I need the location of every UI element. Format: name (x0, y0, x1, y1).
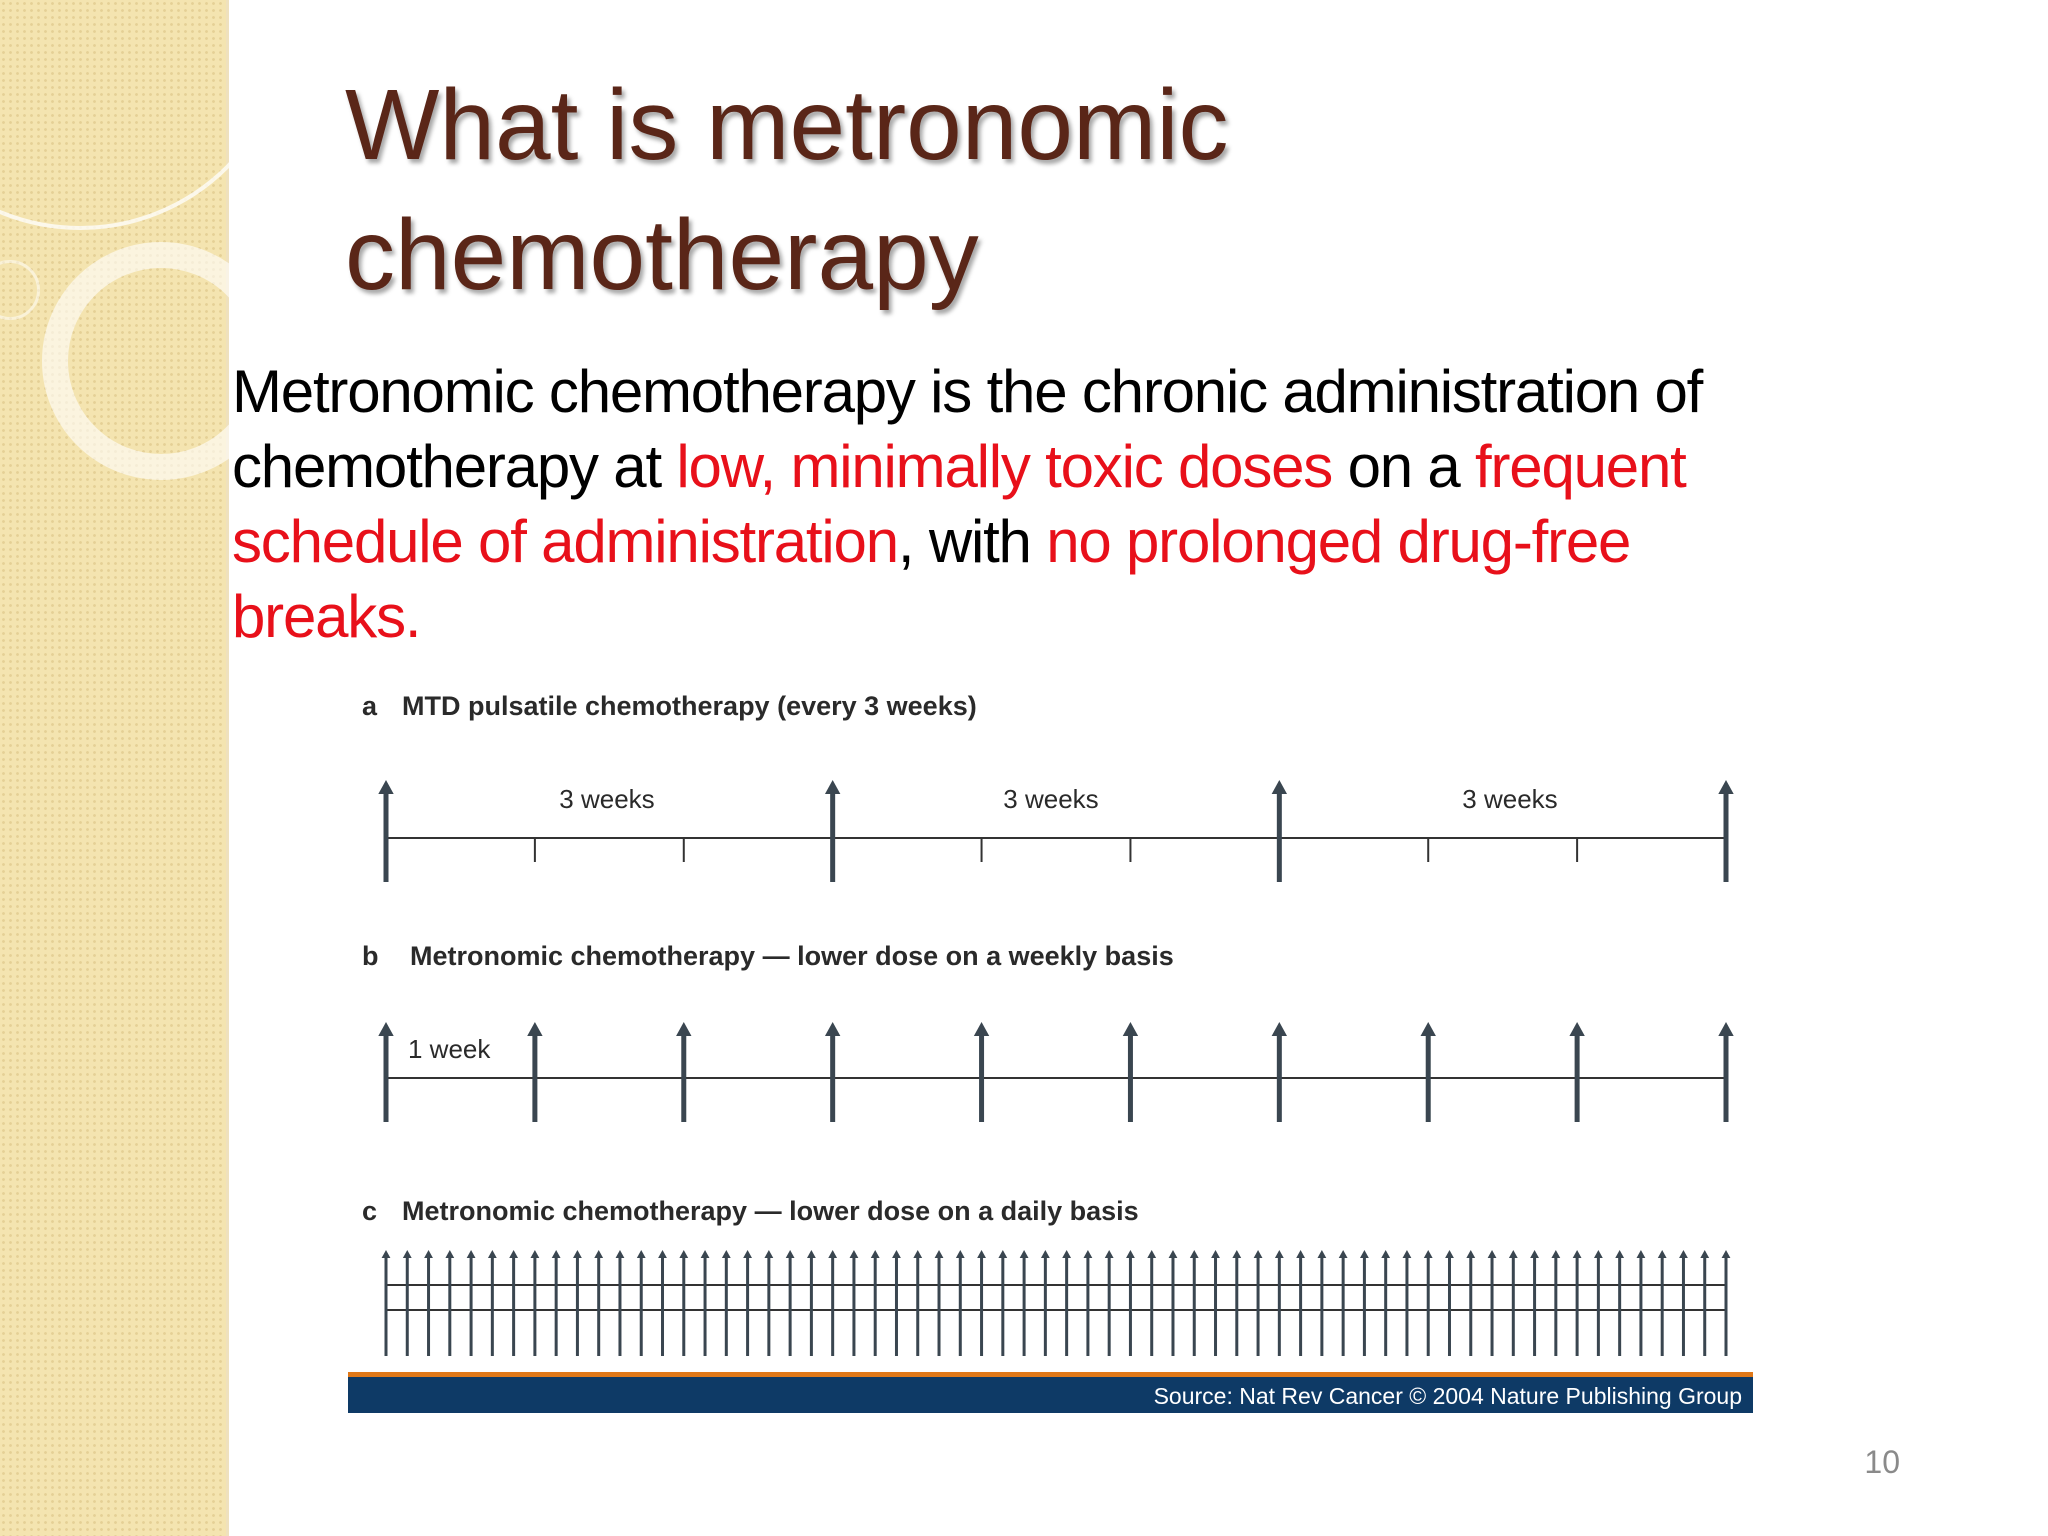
dose-arrow-head (467, 1250, 476, 1258)
dose-arrow-head (1445, 1250, 1454, 1258)
definition-segment: on a (1332, 433, 1476, 500)
dose-arrow-head (527, 1022, 542, 1036)
panel-a-letter: a (362, 691, 378, 721)
panel-c-title: Metronomic chemotherapy — lower dose on a daily basis (402, 1196, 1139, 1226)
dose-arrow-head (1509, 1250, 1518, 1258)
dose-arrow-head (1105, 1250, 1114, 1258)
dose-arrow-head (1232, 1250, 1241, 1258)
dose-arrow-head (637, 1250, 646, 1258)
dose-arrow-head (1718, 1022, 1733, 1036)
dose-arrow-head (616, 1250, 625, 1258)
definition-segment: , with (897, 508, 1047, 575)
dose-arrow-head (1360, 1250, 1369, 1258)
definition-text (232, 354, 1832, 654)
dose-arrow-head (424, 1250, 433, 1258)
dose-arrow-head (1272, 780, 1287, 794)
dose-arrow-head (676, 1022, 691, 1036)
sidebar-edge (226, 0, 229, 1536)
dose-arrow-head (378, 1022, 393, 1036)
dose-arrow-head (892, 1250, 901, 1258)
dose-arrow-head (998, 1250, 1007, 1258)
dose-arrow-head (1123, 1022, 1138, 1036)
dose-arrow-head (1020, 1250, 1029, 1258)
dose-arrow-head (1569, 1022, 1584, 1036)
dose-arrow-head (1317, 1250, 1326, 1258)
dose-arrow-head (807, 1250, 816, 1258)
panel-a-interval-label: 3 weeks (1003, 784, 1099, 814)
dose-arrow-head (658, 1250, 667, 1258)
dose-arrow-head (935, 1250, 944, 1258)
dose-arrow-head (1530, 1250, 1539, 1258)
dose-arrow-head (828, 1250, 837, 1258)
dose-arrow-head (1424, 1250, 1433, 1258)
dose-arrow-head (1637, 1250, 1646, 1258)
panel-b-timeline (378, 1022, 1733, 1122)
dose-arrow-head (701, 1250, 710, 1258)
dose-arrow-head (871, 1250, 880, 1258)
dose-arrow-head (594, 1250, 603, 1258)
dose-arrow-head (850, 1250, 859, 1258)
dose-arrow-head (1084, 1250, 1093, 1258)
dose-arrow-head (1658, 1250, 1667, 1258)
decorative-sidebar (0, 0, 229, 1536)
page-number: 10 (1864, 1444, 1900, 1480)
dose-arrow-head (1700, 1250, 1709, 1258)
decorative-ring-large (0, 0, 290, 230)
dose-arrow-head (1296, 1250, 1305, 1258)
dose-arrow-head (530, 1250, 539, 1258)
panel-b-interval-label: 1 week (408, 1034, 491, 1064)
dose-arrow-head (1722, 1250, 1731, 1258)
panel-a-interval-label: 3 weeks (559, 784, 655, 814)
panel-b-title: Metronomic chemotherapy — lower dose on a weekly basis (410, 941, 1174, 971)
panel-c (362, 1196, 1730, 1356)
dose-arrow-head (488, 1250, 497, 1258)
dose-arrow-head (825, 780, 840, 794)
dose-arrow-head (403, 1250, 412, 1258)
panel-a (362, 691, 1734, 882)
dose-arrow-head (1272, 1022, 1287, 1036)
dose-arrow-head (445, 1250, 454, 1258)
dose-arrow-head (382, 1250, 391, 1258)
dose-arrow-head (573, 1250, 582, 1258)
slide-title-line-2: chemotherapy (345, 199, 979, 311)
dose-arrow-head (1147, 1250, 1156, 1258)
dose-arrow-head (1488, 1250, 1497, 1258)
dose-arrow-head (1573, 1250, 1582, 1258)
slide-title-line-1: What is metronomic (345, 69, 1229, 181)
panel-b (362, 941, 1734, 1122)
dose-arrow-head (509, 1250, 518, 1258)
definition-highlight: no prolonged drug-free breaks. (232, 508, 1631, 650)
dose-arrow-head (1421, 1022, 1436, 1036)
dose-arrow-head (378, 780, 393, 794)
dose-arrow-head (977, 1250, 986, 1258)
dose-arrow-head (552, 1250, 561, 1258)
dose-arrow-head (679, 1250, 688, 1258)
dosing-schedule-figure (340, 670, 1742, 1409)
panel-a-interval-label: 3 weeks (1462, 784, 1558, 814)
dose-arrow-head (1466, 1250, 1475, 1258)
dose-arrow-head (1718, 780, 1733, 794)
dose-arrow-head (743, 1250, 752, 1258)
panel-b-letter: b (362, 941, 379, 971)
definition-highlight: low, minimally toxic doses (676, 433, 1333, 500)
dose-arrow-head (1062, 1250, 1071, 1258)
panel-c-letter: c (362, 1196, 378, 1226)
dose-arrow-head (722, 1250, 731, 1258)
dose-arrow-head (1126, 1250, 1135, 1258)
dose-arrow-head (1594, 1250, 1603, 1258)
dosing-schedule-svg (340, 670, 1742, 1409)
dose-arrow-head (974, 1022, 989, 1036)
panel-c-timeline (382, 1250, 1731, 1356)
dose-arrow-head (1041, 1250, 1050, 1258)
dose-arrow-head (1381, 1250, 1390, 1258)
panel-a-title: MTD pulsatile chemotherapy (every 3 weeks) (402, 691, 977, 721)
dose-arrow-head (956, 1250, 965, 1258)
dose-arrow-head (1275, 1250, 1284, 1258)
dose-arrow-head (1679, 1250, 1688, 1258)
slide-title (345, 60, 1845, 320)
dose-arrow-head (913, 1250, 922, 1258)
dose-arrow-head (1211, 1250, 1220, 1258)
dose-arrow-head (1254, 1250, 1263, 1258)
dose-arrow-head (786, 1250, 795, 1258)
dose-arrow-head (764, 1250, 773, 1258)
dose-arrow-head (1551, 1250, 1560, 1258)
definition-highlight: frequent schedule of administration (232, 433, 1686, 575)
definition-segment: Metronomic chemotherapy is the chronic administration of chemotherapy at (232, 358, 1703, 500)
dose-arrow-head (1403, 1250, 1412, 1258)
dose-arrow-head (1339, 1250, 1348, 1258)
dose-arrow-head (1169, 1250, 1178, 1258)
dose-arrow-head (1615, 1250, 1624, 1258)
dose-arrow-head (1190, 1250, 1199, 1258)
source-credit: Source: Nat Rev Cancer © 2004 Nature Publishing Group (1153, 1383, 1742, 1409)
dose-arrow-head (825, 1022, 840, 1036)
